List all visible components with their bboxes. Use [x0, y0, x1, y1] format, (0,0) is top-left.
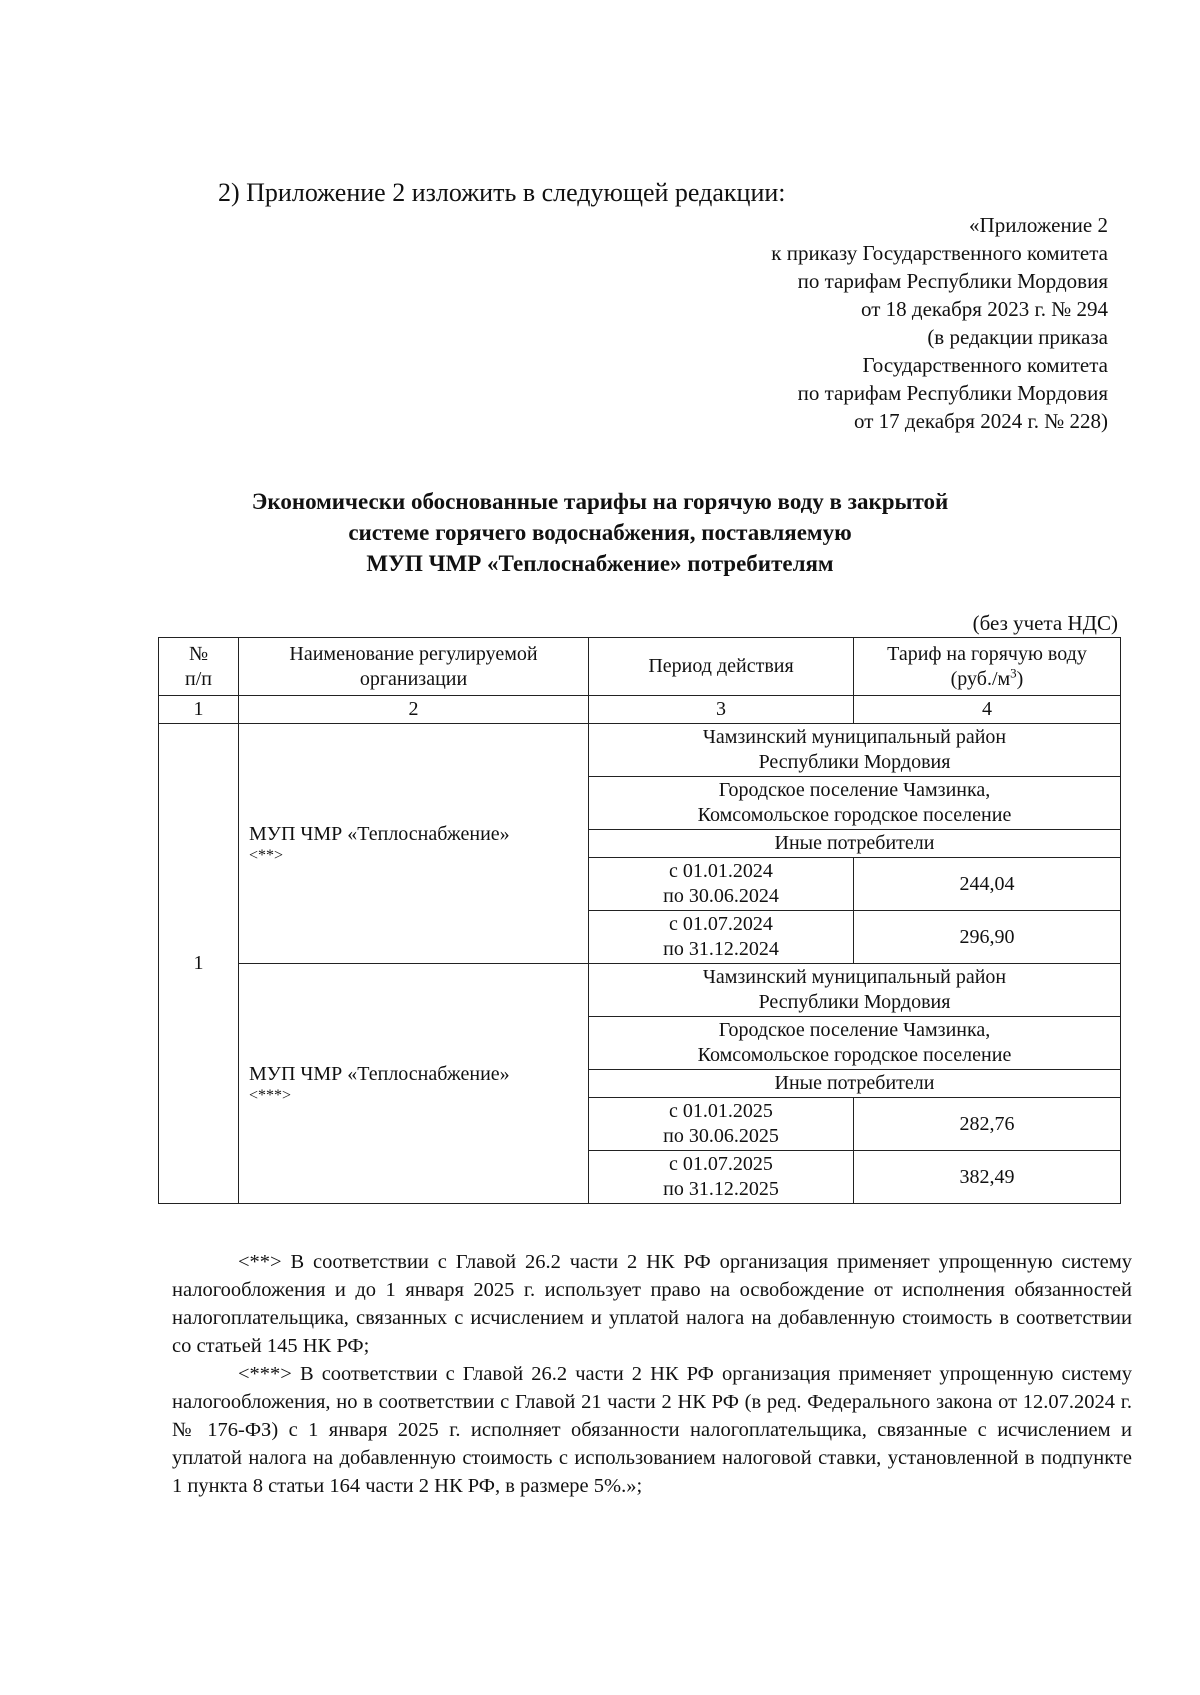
column-number: 1	[159, 696, 239, 724]
appendix-line: по тарифам Республики Мордовия	[797, 381, 1108, 405]
footnote: <**> В соответствии с Главой 26.2 части 2 НК РФ организация применяет упрощенную систему налогообложения и до 1 января 2025 г. использует право на освобождение от исполнения обязанностей налогоплательщика, связанных с исчислением и уплатой налога на добавленную стоимость в соответствии со статьей 145 НК РФ;	[172, 1251, 1132, 1357]
organization-note: <***>	[249, 1087, 292, 1104]
period-cell: с 01.01.2025 по 30.06.2025	[589, 1098, 854, 1151]
period-cell: с 01.01.2024 по 30.06.2024	[589, 858, 854, 911]
appendix-line: по тарифам Республики Мордовия	[797, 269, 1108, 293]
appendix-line: от 17 декабря 2024 г. № 228)	[854, 409, 1108, 433]
column-number: 4	[854, 696, 1121, 724]
period-cell: с 01.07.2025 по 31.12.2025	[589, 1151, 854, 1204]
footnotes	[172, 1248, 1132, 1500]
district-cell: Чамзинский муниципальный район Республики Мордовия	[589, 964, 1121, 1017]
column-number-row	[159, 696, 1121, 724]
consumers-cell: Иные потребители	[589, 1070, 1121, 1098]
document-title	[0, 486, 1200, 579]
table-header-row	[159, 638, 1121, 696]
title-line: системе горячего водоснабжения, поставляемую	[348, 520, 852, 545]
period-cell: с 01.07.2024 по 31.12.2024	[589, 911, 854, 964]
column-number: 3	[589, 696, 854, 724]
district-cell: Чамзинский муниципальный район Республики Мордовия	[589, 724, 1121, 777]
column-number: 2	[239, 696, 589, 724]
settlement-cell: Городское поселение Чамзинка, Комсомольское городское поселение	[589, 777, 1121, 830]
row-number: 1	[159, 724, 239, 1204]
organization-cell	[239, 964, 589, 1204]
tariff-table	[158, 637, 1121, 1204]
footnote: <***> В соответствии с Главой 26.2 части 2 НК РФ организация применяет упрощенную систему налогообложения, но в соответствии с Главой 21 части 2 НК РФ (в ред. Федерального закона от 12.07.2024 г. № 176-ФЗ) с 1 января 2025 г. исполняет обязанности налогоплательщика, связанные с исчислением и уплатой налога на добавленную стоимость с использованием налоговой ставки, установленной в подпункте 1 пункта 8 статьи 164 части 2 НК РФ, в размере 5%.»;	[172, 1363, 1132, 1497]
header-number: № п/п	[159, 638, 239, 696]
intro-paragraph: 2) Приложение 2 изложить в следующей редакции:	[218, 178, 786, 207]
district-row	[159, 724, 1121, 777]
district-row	[159, 964, 1121, 1017]
organization-name: МУП ЧМР «Теплоснабжение»	[249, 823, 510, 845]
header-period: Период действия	[589, 638, 854, 696]
header-organization: Наименование регулируемой организации	[239, 638, 589, 696]
vat-note: (без учета НДС)	[972, 611, 1118, 635]
consumers-cell: Иные потребители	[589, 830, 1121, 858]
tariff-value: 282,76	[854, 1098, 1121, 1151]
organization-cell	[239, 724, 589, 964]
appendix-line: от 18 декабря 2023 г. № 294	[861, 297, 1108, 321]
appendix-line: (в редакции приказа	[927, 325, 1108, 349]
settlement-cell: Городское поселение Чамзинка, Комсомольское городское поселение	[589, 1017, 1121, 1070]
appendix-line: Государственного комитета	[862, 353, 1108, 377]
organization-note: <**>	[249, 847, 284, 864]
title-line: Экономически обоснованные тарифы на горячую воду в закрытой	[251, 489, 949, 514]
tariff-value: 296,90	[854, 911, 1121, 964]
header-tariff: Тариф на горячую воду $(руб./м^3)$	[854, 638, 1121, 696]
appendix-header	[771, 211, 1108, 435]
title-line: МУП ЧМР «Теплоснабжение» потребителям	[366, 551, 834, 576]
appendix-line: «Приложение 2	[969, 213, 1108, 237]
organization-name: МУП ЧМР «Теплоснабжение»	[249, 1063, 510, 1085]
appendix-line: к приказу Государственного комитета	[771, 241, 1108, 265]
tariff-value: 382,49	[854, 1151, 1121, 1204]
tariff-value: 244,04	[854, 858, 1121, 911]
